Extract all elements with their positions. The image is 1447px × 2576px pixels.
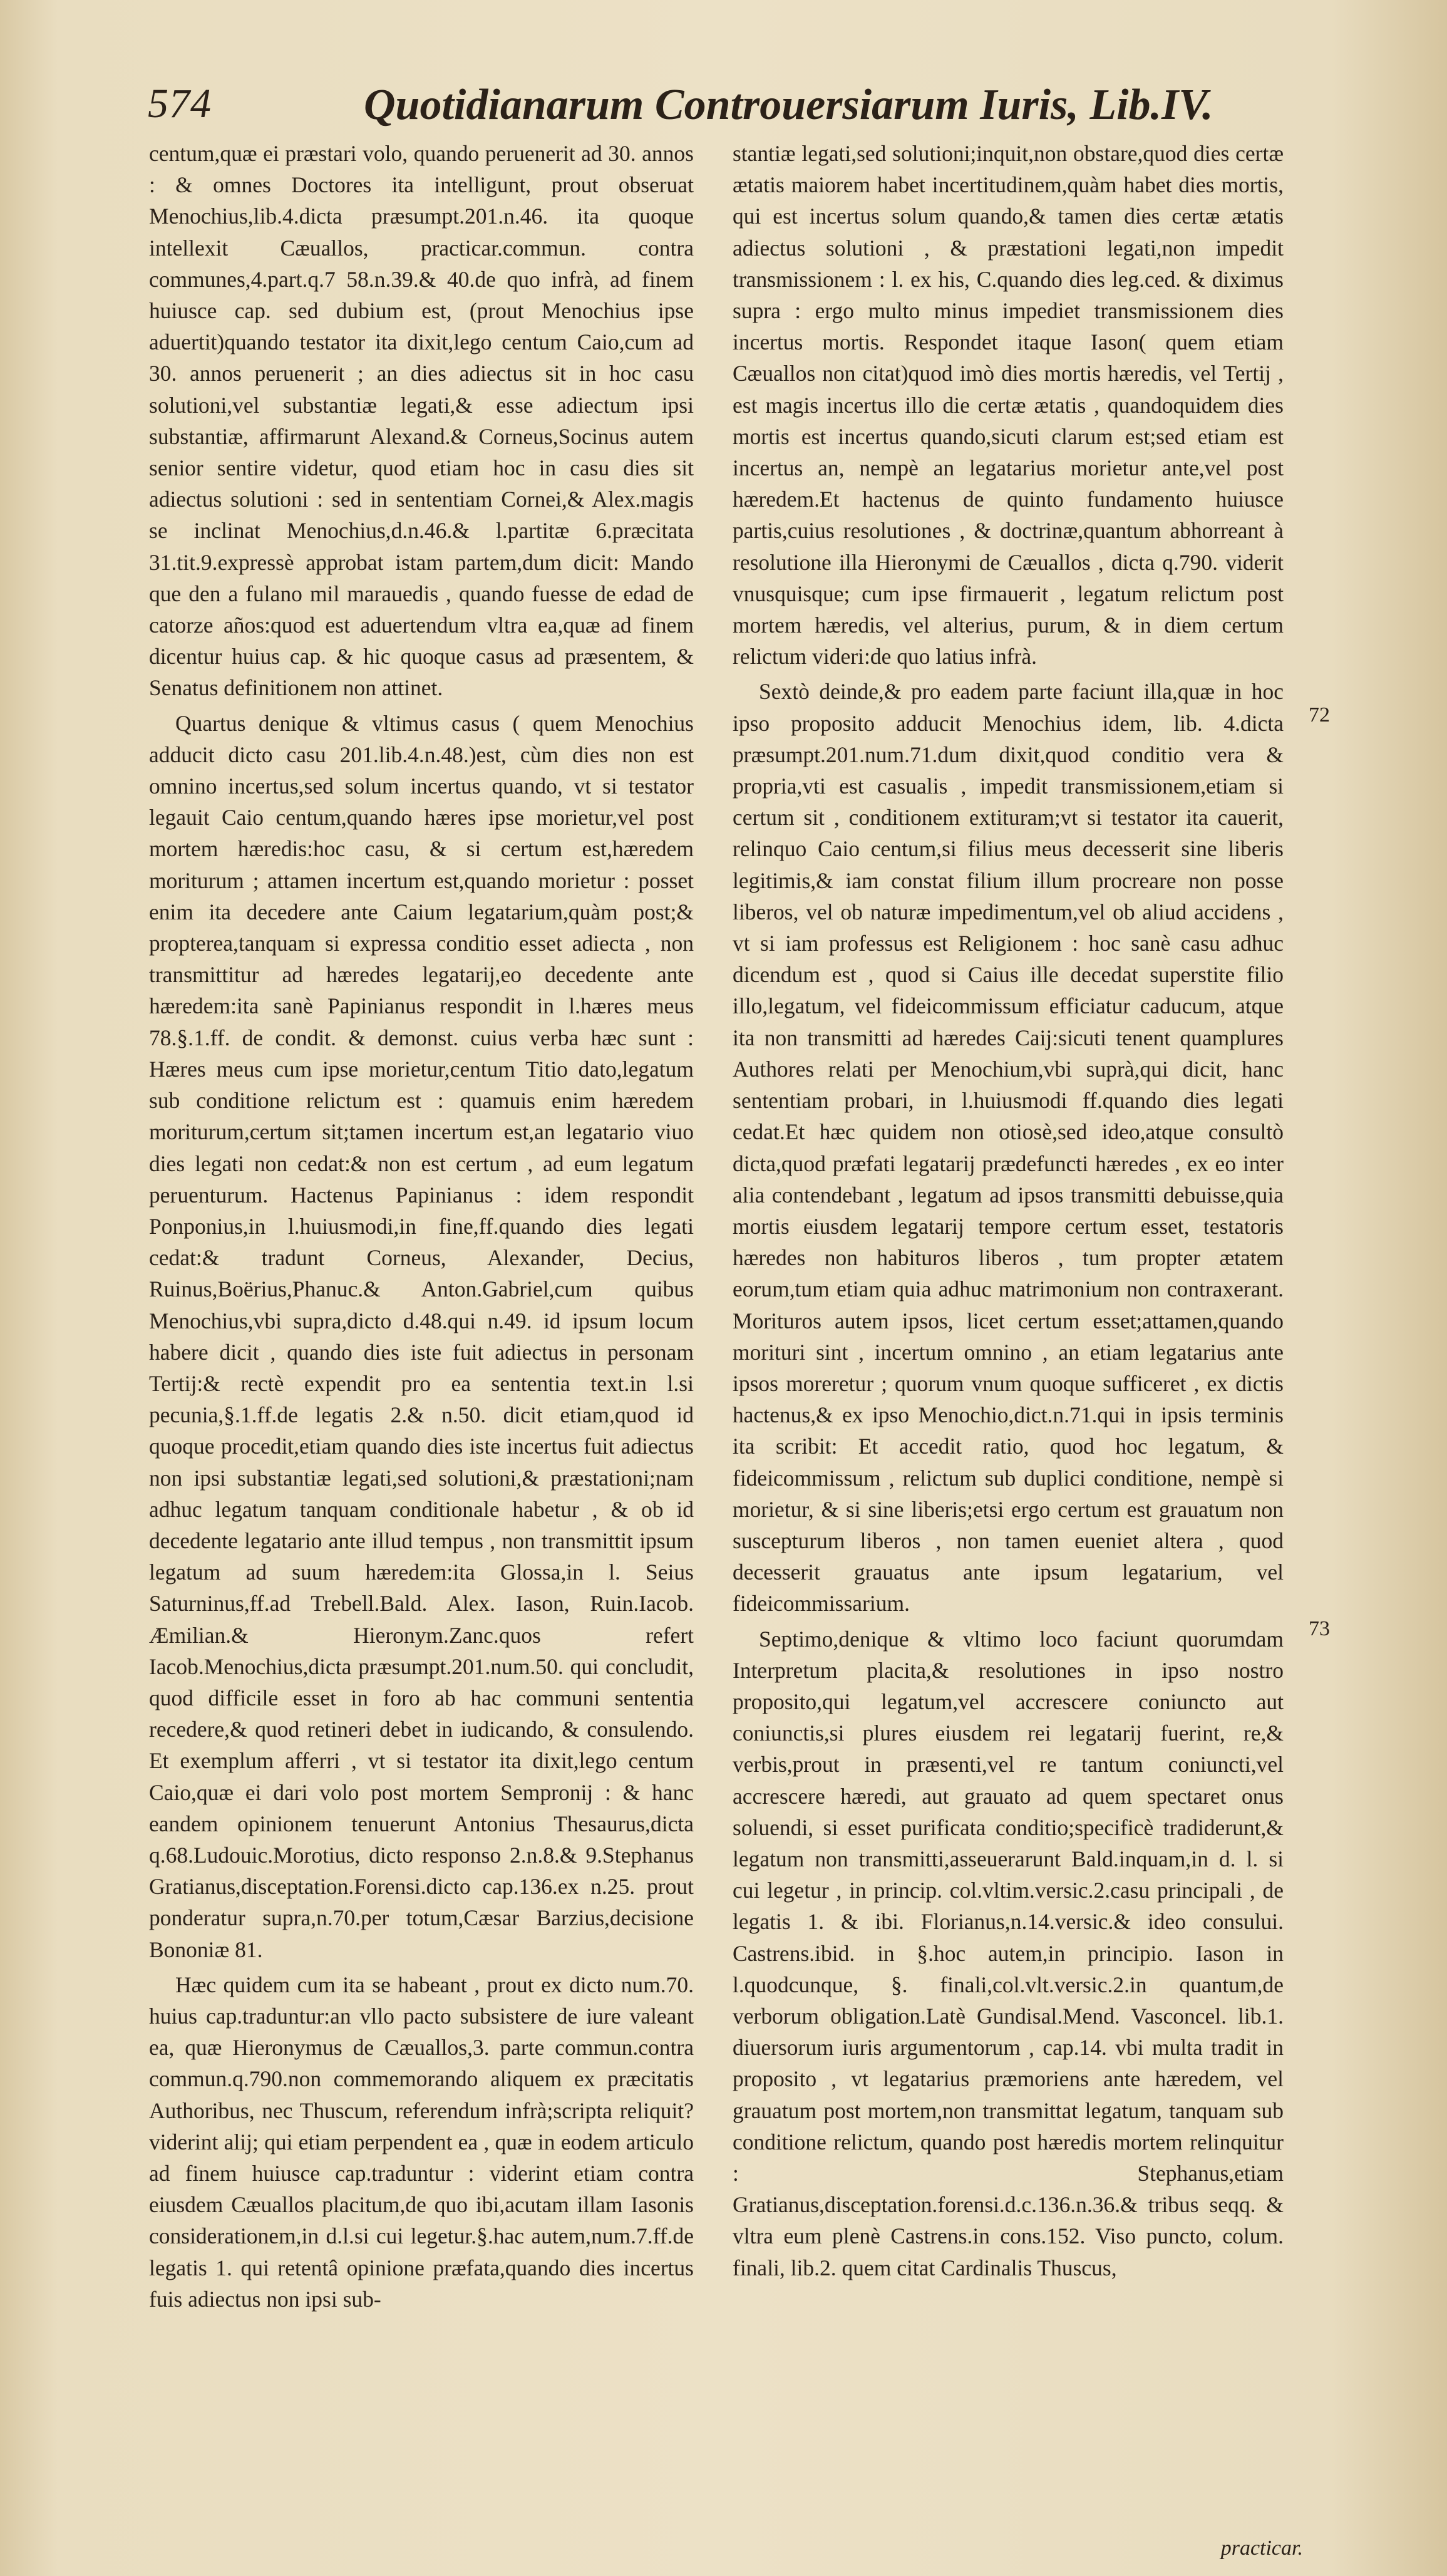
- right-paragraph-1: stantiæ legati,sed solutioni;inquit,non obstare,quod dies certæ ætatis maiorem habet incertitudinem,quàm habet dies mortis, qui est incertus solum quando,& tamen dies certæ ætatis adiectus solutioni , & præstationi legati,non impedit transmissionem : l. ex his, C.quando dies leg.ced. & diximus supra : ergo multo minus impediet transmissionem dies incertus mortis. Respondet itaque Iason( quem etiam Cæuallos non citat)quod imò dies mortis hæredis, vel Tertij , est magis incertus illo die certæ ætatis , quandoquidem dies mortis est incertus quando,sicuti clarum est;sed etiam est incertus an, nempè an legatarius morietur ante,vel post hæredem.Et hactenus de quinto fundamento huiusce partis,cuius resolutiones , & doctrinæ,quantum abhorreant à resolutione illa Hieronymi de Cæuallos , dicta q.790. viderit vnusquisque; cum ipse firmauerit , legatum relictum post mortem hæredis, vel alterius, purum, & in diem certum relictum videri:de quo latius infrà.: [733, 141, 1284, 670]
- margin-number-72: 72: [1309, 703, 1330, 727]
- left-paragraph-3: Hæc quidem cum ita se habeant , prout ex dicto num.70. huius cap.traduntur:an vllo pacto subsistere de iure valeant ea, quæ Hieronymus de Cæuallos,3. parte commun.contra commun.q.790.non commemorando aliquem ex præcitatis Authoribus, nec Thuscum, referendum infrà;scripta reliquit?viderint alij; qui etiam perpendent ea , quæ in eodem articulo ad finem huiusce cap.traduntur : viderint etiam contra eiusdem Cæuallos placitum,de quo ibi,acutam illam Iasonis considerationem,in d.l.si cui legetur.§.hac autem,num.7.ff.de legatis 1. qui retentâ opinione præfata,quando dies incertus fuis adiectus non ipsi sub-: [149, 1972, 694, 2312]
- left-column: [149, 138, 694, 2319]
- right-column: [733, 138, 1284, 2287]
- right-paragraph-3: Septimo,denique & vltimo loco faciunt quorumdam Interpretum placita,& resolutiones in ipso nostro proposito,qui legatum,vel accrescere coniuncto aut coniunctis,si plures eiusdem rei legatarij fuerint, re,& verbis,prout in præsenti,vel re tantum coniuncti,vel accrescere hæredi, aut grauato ad quem spectaret onus soluendi, si esset purificata conditio;specificè tradiderunt,& legatum non transmitti,asseuerarunt Bald.inquam,in d. l. si cui legetur , in princip. col.vltim.versic.2.casu principali , de legatis 1. & ibi. Florianus,n.14.versic.& ideo consului. Castrens.ibid. in §.hoc autem,in principio. Iason in l.quodcunque, §. finali,col.vlt.versic.2.in quantum,de verborum obligation.Latè Gundisal.Mend. Vasconcel. lib.1. diuersorum iuris argumentorum , cap.14. vbi multa tradit in proposito , vt legatarius præmoriens ante hæredem, vel grauatum post mortem,non transmittat legatum, tanquam sub conditione relictum, quando post hæredis mortem relinquitur : Stephanus,etiam Gratianus,disceptation.forensi.d.c.136.n.36.& tribus seqq. & vltra eum plenè Castrens.in cons.152. Viso puncto, colum. finali, lib.2. quem citat Cardinalis Thuscus,: [733, 1626, 1284, 2280]
- running-title: Quotidianarum Controuersiarum Iuris, Lib.IV.: [364, 81, 1213, 129]
- right-paragraph-2: Sextò deinde,& pro eadem parte faciunt illa,quæ in hoc ipso proposito adducit Menochius idem, lib. 4.dicta præsumpt.201.num.71.dum dixit,quod conditio vera & propria,vti est casualis , impedit transmissionem,etiam si certum sit , conditionem extituram;vt si testator ita cauerit, relinquo Caio centum,si filius meus decesserit sine liberis legitimis,& iam constat filium illum procreare non posse liberos, vel ob naturæ impedimentum,vel ob aliud accidens , vt si iam professus est Religionem : hoc sanè casu adhuc dicendum est , quod si Caius ille decedat superstite filio illo,legatum, vel fideicommissum efficiatur caducum, atque ita non transmitti ad hæredes Caij:sicuti tenent quamplures Authores relati per Menochium,vbi suprà,qui dicit, hanc sententiam probari, in l.huiusmodi ff.quando dies legati cedat.Et hæc quidem non otiosè,sed ideo,atque consultò dicta,quod præfati legatarij prædefuncti hæredes , ex eo inter alia contendebant , legatum ad ipsos transmitti debuisse,quia mortis eiusdem legatarij tempore certum esset, testatoris hæredes non habituros liberos , tum propter ætatem eorum,tum etiam quia adhuc matrimonium non contraxerant. Morituros autem ipsos, licet certum esset;attamen,quando morituri sint , incertum omnino , an etiam legatarius ante ipsos moreretur ; quorum vnum quoque sufficeret , ex dictis hactenus,& ex ipso Menochio,dict.n.71.qui in ipsis terminis ita scribit: Et accedit ratio, quod hoc legatum, & fideicommissum , relictum sub duplici conditione, nempè si morietur, & si sine liberis;etsi ergo certum est grauatum non suscepturum liberos , non tamen eueniet altera , quod decesserit grauatus ante ipsum legatarium, vel fideicommissarium.: [733, 679, 1284, 1616]
- margin-number-73: 73: [1309, 1617, 1330, 1640]
- left-paragraph-2: Quartus denique & vltimus casus ( quem Menochius adducit dicto casu 201.lib.4.n.48.)est, cùm dies non est omnino incertus,sed solum incertus quando, vt si testator legauit Caio centum,quando hæres ipse morietur,vel post mortem hæredis:hoc casu, & si certum est,hæredem moriturum ; attamen incertum est,quando morietur : posset enim ita decedere ante Caium legatarium,quàm post;& propterea,tanquam si expressa conditio esset adiecta , non transmittitur ad hæredes legatarij,eo decedente ante hæredem:ita sanè Papinianus respondit in l.hæres meus 78.§.1.ff. de condit. & demonst. cuius verba hæc sunt : Hæres meus cum ipse morietur,centum Titio dato,legatum sub conditione relictum est : quamuis enim hæredem moriturum,certum sit;tamen incertum est,an legatario viuo dies legati non cedat:& non est certum , ad eum legatum peruenturum. Hactenus Papinianus : idem respondit Ponponius,in l.huiusmodi,in fine,ff.quando dies legati cedat:& tradunt Corneus, Alexander, Decius, Ruinus,Boërius,Phanuc.& Anton.Gabriel,cum quibus Menochius,vbi supra,dicto d.48.qui n.49. id ipsum locum habere dicit , quando dies iste fuit adiectus in personam Tertij:& rectè expendit pro ea sententia text.in l.si pecunia,§.1.ff.de legatis 2.& n.50. dicit etiam,quod id quoque procedit,etiam quando dies iste incertus fuit adiectus non ipsi substantiæ legati,sed solutioni,& præstationi;nam adhuc legatum tanquam conditionale habetur , & ob id decedente legatario ante illud tempus , non transmittit ipsum legatum ad suum hæredem:ita Glossa,in l. Seius Saturninus,ff.ad Trebell.Bald. Alex. Iason, Ruin.Iacob. Æmilian.& Hieronym.Zanc.quos refert Iacob.Menochius,dicta præsumpt.201.num.50. qui concludit, quod difficile esset in foro ab hac communi sententia recedere,& quod retineri debet in iudicando, & consulendo. Et exemplum afferri , vt si testator ita dixit,lego centum Caio,quæ ei dari volo post mortem Sempronij : & hanc eandem opinionem tenuerunt Antonius Thesaurus,dicta q.68.Ludouic.Morotius, dicto responso 2.n.8.& 9.Stephanus Gratianus,disceptation.Forensi.dicto cap.136.ex n.25. prout ponderatur supra,n.70.per totum,Cæsar Barzius,decisione Bononiæ 81.: [149, 710, 694, 1962]
- page-number: 574: [148, 81, 212, 127]
- left-paragraph-1: centum,quæ ei præstari volo, quando peruenerit ad 30. annos : & omnes Doctores ita intelligunt, prout obseruat Menochius,lib.4.dicta præsumpt.201.n.46. ita quoque intellexit Cæuallos, practicar.commun. contra communes,4.part.q.7 58.n.39.& 40.de quo infrà, ad finem huiusce cap. sed dubium est, (prout Menochius ipse aduertit)quando testator ita dixit,lego centum Caio,cum ad 30. annos peruenerit ; an dies adiectus sit in hoc casu solutioni,vel substantiæ legati,& esse adiectum ipsi substantiæ, affirmarunt Alexand.& Corneus,Socinus autem senior sentire videtur, quod etiam hoc in casu dies sit adiectus solutioni : sed in sententiam Cornei,& Alex.magis se inclinat Menochius,d.n.46.& l.partitæ 6.præcitata 31.tit.9.expressè approbat istam partem,dum dicit: Mando que den a fulano mil marauedis , quando fuesse de edad de catorze años:quod est aduertendum vltra ea,quæ ad finem dicentur huius cap. & hic quoque casus ad præsentem, & Senatus definitionem non attinet.: [149, 141, 694, 701]
- catchword: practicar.: [1220, 2537, 1303, 2560]
